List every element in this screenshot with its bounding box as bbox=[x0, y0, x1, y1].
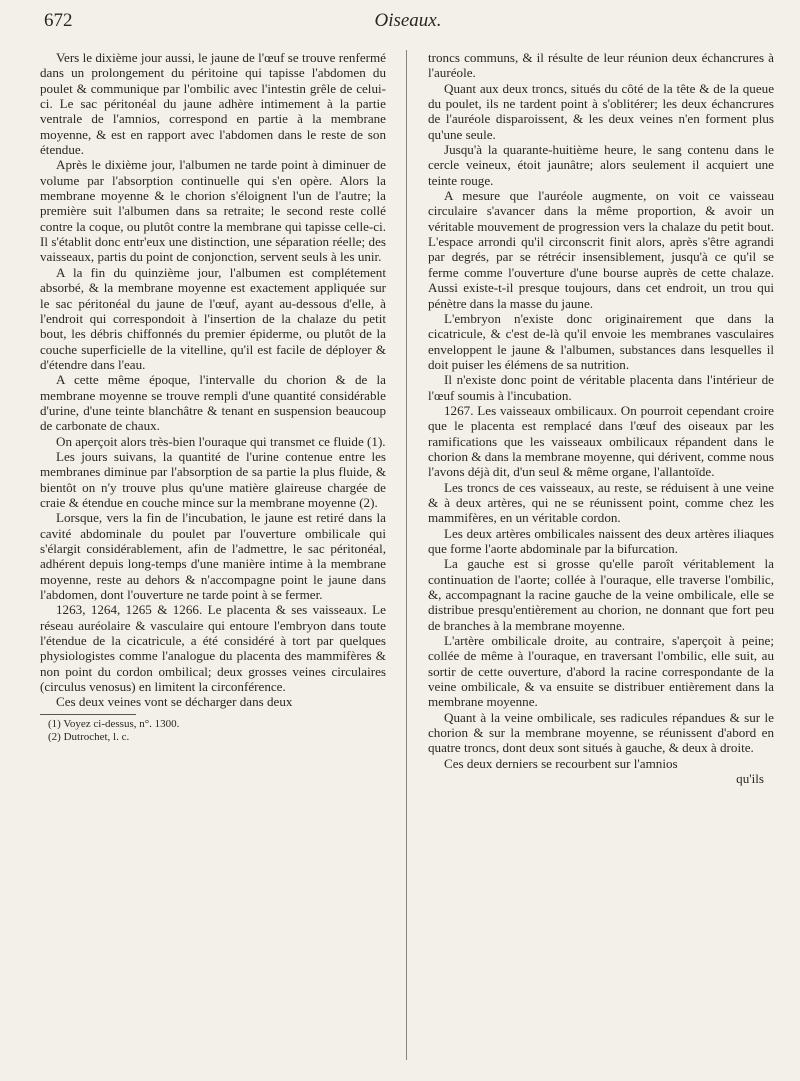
paragraph: Quant aux deux troncs, situés du côté de la tête & de la queue du poulet, ils ne tardent point à s'oblitérer; les deux échancrures de l'auréole disparoissent, & les deux veines n'en forment plus qu'une seule. bbox=[428, 80, 774, 142]
paragraph: La gauche est si grosse qu'elle paroît véritablement la continuation de l'aorte; collée à l'ouraque, elle traverse l'ombilic, &, accompagnant la racine gauche de la veine ombilicale, elle se distribue presqu'entièrement au chorion, ne donnant que fort peu de branches à la membrane moyenne. bbox=[428, 556, 774, 633]
paragraph: Vers le dixième jour aussi, le jaune de l'œuf se trouve renfermé dans un prolongement du péritoine qui tapisse l'abdomen du poulet & communique par l'ombilic avec l'intestin grêle de celui-ci. Le sac péritonéal du jaune adhère intimement à la partie ventrale de l'amnios, correspond en partie à la membrane moyenne, & est en rapport avec l'abdomen dans le reste de son étendue. bbox=[40, 50, 386, 158]
paragraph: L'artère ombilicale droite, au contraire, s'aperçoit à peine; collée de même à l'ouraque, en traversant l'ombilic, elle suit, au sortir de cette ouverture, d'abord la racine correspondante de la veine ombilicale, & va ensuite se distribuer entièrement dans la membrane moyenne. bbox=[428, 633, 774, 710]
catchword: qu'ils bbox=[736, 771, 764, 787]
left-column bbox=[40, 50, 386, 744]
paragraph: A cette même époque, l'intervalle du chorion & de la membrane moyenne se trouve rempli d'une quantité considérable d'urine, d'une teinte blanchâtre & tenant en suspension beaucoup de carbonate de chaux. bbox=[40, 372, 386, 434]
paragraph: Il n'existe donc point de véritable placenta dans l'intérieur de l'œuf soumis à l'incubation. bbox=[428, 372, 774, 403]
right-column bbox=[428, 50, 774, 787]
paragraph: Ces deux derniers se recourbent sur l'amnios bbox=[444, 755, 678, 771]
paragraph: 1263, 1264, 1265 & 1266. Le placenta & ses vaisseaux. Le réseau auréolaire & vasculaire qui entoure l'embryon dans toute l'étendue de la cicatricule, a été considéré à tort par quelques physiologistes comme l'analogue du placenta des mammifères & non point du cordon ombilical; deux grosses veines circulaires (circulus venosus) en limitent la circonférence. bbox=[40, 602, 386, 695]
footnote-divider bbox=[40, 714, 136, 715]
paragraph: Les troncs de ces vaisseaux, au reste, se réduisent à une veine & à deux artères, qui ne se réunissent point, comme chez les mammifères, en un véritable cordon. bbox=[428, 479, 774, 526]
paragraph: Les deux artères ombilicales naissent des deux artères iliaques que forme l'aorte abdominale par la bifurcation. bbox=[428, 525, 774, 556]
paragraph: Les jours suivans, la quantité de l'urine contenue entre les membranes diminue par l'absorption de sa partie la plus fluide, & bientôt on n'y trouve plus qu'une matière glaireuse chargée de craie & étendue en couche mince sur la membrane moyenne (2). bbox=[40, 448, 386, 510]
page-number: 672 bbox=[44, 10, 73, 31]
paragraph: 1267. Les vaisseaux ombilicaux. On pourroit cependant croire que le placenta est remplacé dans l'œuf des oiseaux par les ramifications que les vaisseaux ombilicaux répandent dans le chorion & dans la membrane moyenne, qui dérivent, comme nous l'avons déjà dit, d'un seul & même organe, l'allantoïde. bbox=[428, 402, 774, 480]
footnote: (2) Dutrochet, l. c. bbox=[48, 730, 130, 743]
paragraph: Lorsque, vers la fin de l'incubation, le jaune est retiré dans la cavité abdominale du poulet par l'ouverture ombilicale qui s'élargit considérablement, afin de l'admettre, le sac péritonéal, adhérent depuis long-temps d'une manière intime à la membrane moyenne, reste au dehors & n'accompagne point le jaune dans l'abdomen, dont l'ouverture ne tarde point à se fermer. bbox=[40, 510, 386, 603]
paragraph: Ces deux veines vont se décharger dans deux bbox=[56, 694, 293, 710]
paragraph: Jusqu'à la quarante-huitième heure, le sang contenu dans le cercle veineux, étoit jaunâtre; alors seulement il acquiert une teinte rouge. bbox=[428, 142, 774, 188]
paragraph: Quant à la veine ombilicale, ses radicules répandues & sur le chorion & sur la membrane moyenne, se réunissent d'abord en quatre troncs, dont deux sont situés à gauche, & deux à droite. bbox=[428, 709, 774, 756]
running-title: Oiseaux. bbox=[374, 10, 442, 31]
footnotes bbox=[40, 718, 386, 744]
page-header bbox=[44, 10, 772, 40]
paragraph: A mesure que l'auréole augmente, on voit ce vaisseau circulaire s'avancer dans la même proportion, & avoir un véritable mouvement de progression vers la chalaze du petit bout. L'espace arrondi qu'il circonscrit finit alors, après s'être agrandi par degrés, par se rétrécir insensiblement, jusqu'à ce qu'il se ferme comme l'ouverture d'une bourse auprès de cette chalaze. Aussi existe-t-il presque toujours, dans cet endroit, un trou qui pénètre dans la masse du jaune. bbox=[428, 188, 774, 311]
paragraph: L'embryon n'existe donc originairement que dans la cicatricule, & c'est de-là qu'il envoie les membranes vasculaires enveloppent le jaune & l'albumen, substances dans lesquelles il doit puiser les élémens de sa nutrition. bbox=[428, 310, 774, 372]
column-divider bbox=[406, 50, 407, 1060]
paragraph: troncs communs, & il résulte de leur réunion deux échancrures à l'auréole. bbox=[428, 50, 774, 81]
paragraph: A la fin du quinzième jour, l'albumen est complétement absorbé, & la membrane moyenne est exactement appliquée sur le sac péritonéal du jaune de l'œuf, ayant au-dessous d'elle, à l'endroit qui correspondoit à l'insertion de la chalaze du petit bout, les débris chiffonnés du premier épiderme, ou plutôt de la couche superficielle de la vitelline, qu'il est facile de déployer & d'étendre dans l'eau. bbox=[40, 264, 386, 372]
paragraph: On aperçoit alors très-bien l'ouraque qui transmet ce fluide (1). bbox=[56, 433, 386, 449]
paragraph: Après le dixième jour, l'albumen ne tarde point à diminuer de volume par l'absorption continuelle qui s'en opère. Alors la membrane moyenne & le chorion s'éloignent l'un de l'autre; la première suit l'albumen dans sa retraite; le second reste collé contre la coque, ou plutôt contre la membrane qui tapisse celle-ci. Il s'établit donc entr'eux une distinction, une séparation réelle; des vaisseaux, partis du point de conjonction, servent seuls à les unir. bbox=[40, 157, 386, 265]
footnote: (1) Voyez ci-dessus, n°. 1300. bbox=[48, 717, 180, 730]
